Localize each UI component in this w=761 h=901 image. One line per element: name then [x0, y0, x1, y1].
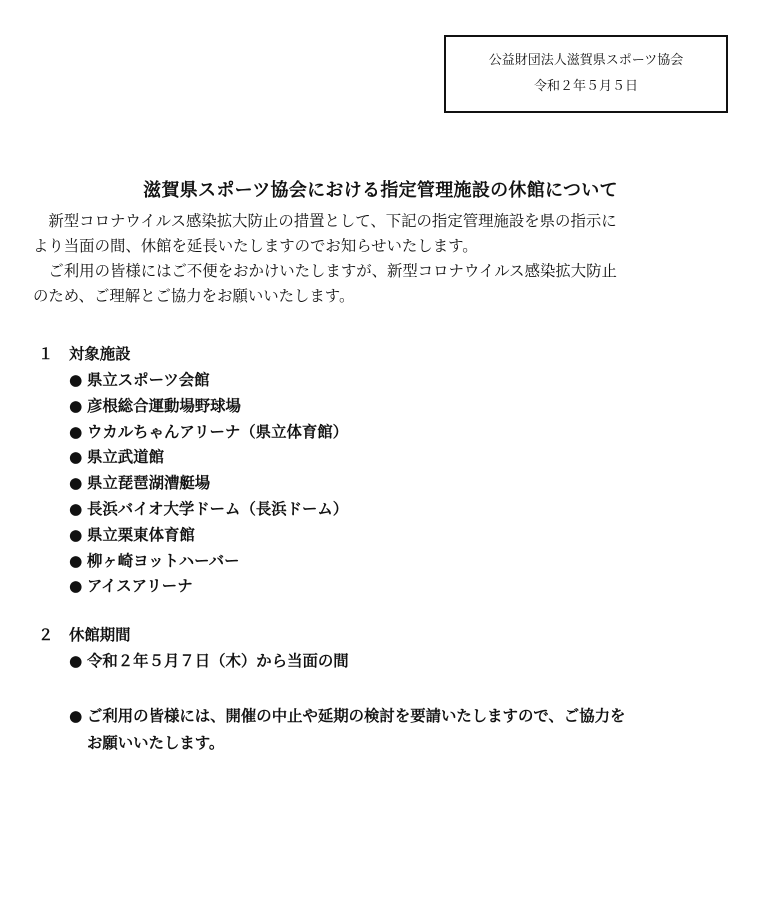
list-item: [69, 368, 348, 394]
section-number: ２: [38, 626, 54, 644]
list-item: [69, 549, 348, 575]
intro-line-3: ご利用の皆様にはご不便をおかけいたしますが、新型コロナウイルス感染拡大防止: [33, 262, 617, 280]
list-item: [69, 523, 348, 549]
facility-name: 県立スポーツ会館: [87, 371, 210, 389]
period-list: [69, 649, 349, 675]
issue-date: 令和２年５月５日: [533, 79, 638, 94]
issuer-organization: 公益財団法人滋賀県スポーツ協会: [488, 53, 684, 68]
facility-name: 県立栗東体育館: [87, 525, 195, 544]
document-title: 滋賀県スポーツ協会における指定管理施設の休館について: [143, 180, 618, 201]
issuer-box: [444, 35, 728, 113]
section-heading: [38, 623, 349, 647]
section-target-facilities: [38, 342, 348, 600]
request-note: [69, 703, 739, 757]
facility-name: ウカルちゃんアリーナ（県立体育館）: [87, 422, 349, 441]
note-line-1: [69, 703, 739, 730]
facility-list: [69, 368, 348, 600]
section-number: １: [38, 345, 54, 363]
closure-period: 令和２年５月７日（木）から当面の間: [87, 652, 349, 670]
list-item: [69, 649, 349, 675]
list-item: [69, 497, 348, 523]
note-text-1: ご利用の皆様には、開催の中止や延期の検討を要請いたしますので、ご協力を: [87, 707, 626, 725]
section-title: 対象施設: [69, 345, 131, 363]
section-title: 休館期間: [69, 626, 131, 644]
facility-name: 彦根総合運動場野球場: [87, 396, 241, 415]
section-closure-period: [38, 623, 349, 675]
section-heading: [38, 342, 348, 366]
bullet-icon: ●: [69, 422, 83, 441]
intro-line-2: より当面の間、休館を延長いたしますのでお知らせいたします。: [33, 237, 478, 255]
list-item: [69, 574, 348, 600]
list-item: [69, 394, 348, 420]
bullet-icon: ●: [69, 525, 83, 544]
bullet-icon: ●: [69, 448, 83, 467]
note-line-2: お願いいたします。: [87, 734, 225, 752]
bullet-icon: ●: [69, 396, 83, 415]
intro-line-4: のため、ご理解とご協力をお願いいたします。: [33, 287, 355, 305]
list-item: [69, 471, 348, 497]
bullet-icon: ●: [69, 499, 83, 518]
facility-name: 柳ヶ崎ヨットハーバー: [87, 551, 240, 570]
facility-name: 長浜バイオ大学ドーム（長浜ドーム）: [87, 499, 349, 518]
facility-name: アイスアリーナ: [87, 577, 193, 596]
list-item: [69, 420, 348, 446]
bullet-icon: ●: [69, 707, 83, 725]
intro-text: [33, 209, 733, 309]
list-item: [69, 445, 348, 471]
bullet-icon: ●: [69, 474, 83, 493]
bullet-icon: ●: [69, 551, 83, 570]
bullet-icon: ●: [69, 577, 83, 596]
bullet-icon: ●: [69, 371, 83, 389]
facility-name: 県立琵琶湖漕艇場: [87, 474, 211, 493]
facility-name: 県立武道館: [87, 448, 164, 467]
intro-line-1: 新型コロナウイルス感染拡大防止の措置として、下記の指定管理施設を県の指示に: [33, 212, 617, 230]
bullet-icon: ●: [69, 652, 83, 670]
